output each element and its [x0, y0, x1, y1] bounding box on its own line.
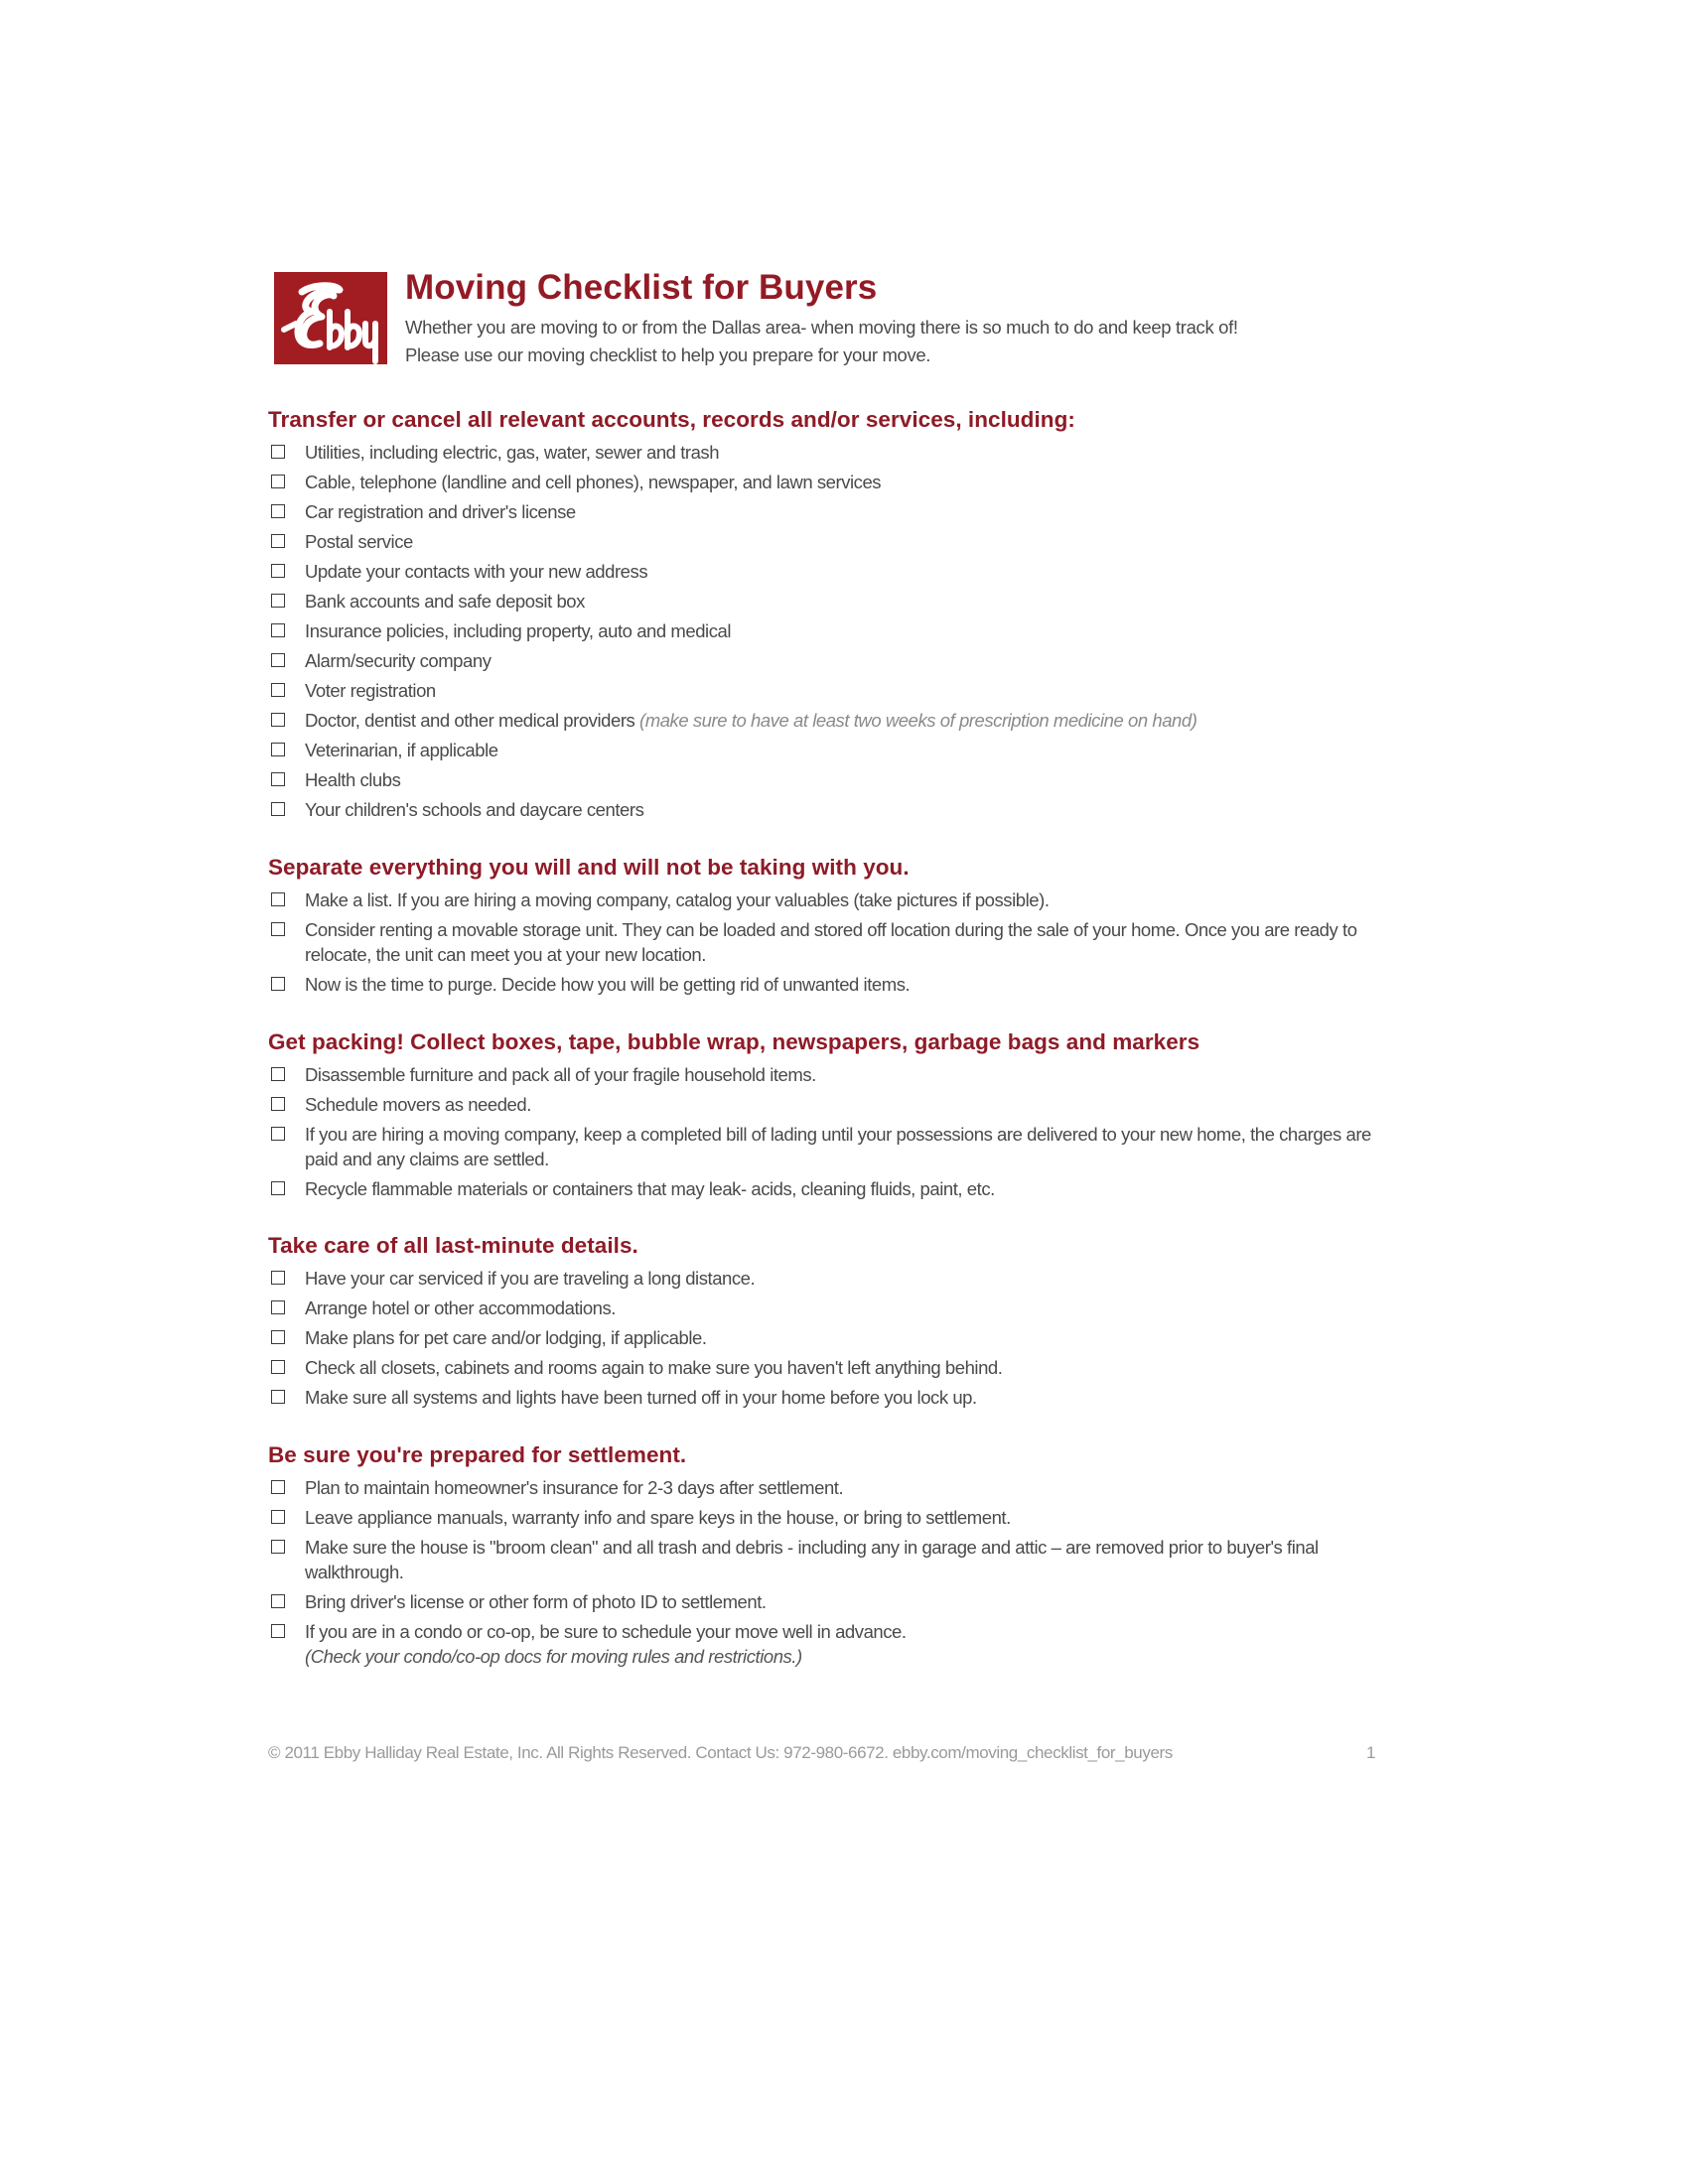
checkbox[interactable] — [271, 1624, 285, 1638]
checkbox[interactable] — [271, 1271, 285, 1285]
intro-line: Please use our moving checklist to help you prepare for your move. — [405, 344, 931, 365]
checkbox[interactable] — [271, 743, 285, 756]
checkbox[interactable] — [271, 892, 285, 906]
checkbox[interactable] — [271, 1480, 285, 1494]
page-footer — [268, 1741, 1390, 1765]
checkbox[interactable] — [271, 772, 285, 786]
checklist — [268, 437, 1390, 824]
item-text: Bank accounts and safe deposit box — [305, 590, 585, 612]
checklist-item — [268, 1382, 1390, 1412]
item-text: If you are hiring a moving company, keep a completed bill of lading until your possessions are delivered to your new home, the charges are paid and any claims are settled. — [305, 1123, 1371, 1169]
checkbox[interactable] — [271, 504, 285, 518]
ebby-logo — [274, 272, 387, 364]
item-text: Consider renting a movable storage unit. They can be loaded and stored off location during the sale of your home. Once you are ready to relocate, the unit can meet you at your new location. — [305, 918, 1357, 965]
checklist — [268, 1263, 1390, 1412]
checkbox[interactable] — [271, 802, 285, 816]
checklist-item — [268, 1322, 1390, 1352]
item-text: Your children's schools and daycare centers — [305, 798, 644, 820]
checklist-item — [268, 675, 1390, 705]
checklist-item — [268, 1293, 1390, 1322]
checklist-item — [268, 496, 1390, 526]
checklist-item — [268, 969, 1390, 999]
section-heading: Separate everything you will and will not be taking with you. — [268, 855, 910, 880]
item-text: Utilities, including electric, gas, water, sewer and trash — [305, 441, 720, 463]
checklist-item — [268, 526, 1390, 556]
item-text: Check all closets, cabinets and rooms again to make sure you haven't left anything behind. — [305, 1356, 1003, 1378]
checkbox[interactable] — [271, 564, 285, 578]
item-text: Make sure the house is "broom clean" and all trash and debris - including any in garage and attic – are removed prior to buyer's final walkthrough. — [305, 1536, 1319, 1582]
item-text: Bring driver's license or other form of photo ID to settlement. — [305, 1590, 767, 1612]
section-last-minute-details — [268, 1231, 1390, 1412]
checkbox[interactable] — [271, 445, 285, 459]
item-text: Car registration and driver's license — [305, 500, 576, 522]
item-note: (Check your condo/co-op docs for moving rules and restrictions.) — [305, 1645, 802, 1667]
section-get-packing — [268, 1027, 1390, 1203]
item-text: Make plans for pet care and/or lodging, if applicable. — [305, 1326, 707, 1348]
checklist-item — [268, 556, 1390, 586]
checkbox[interactable] — [271, 1097, 285, 1111]
page-number: 1 — [1366, 1743, 1376, 1762]
checkbox[interactable] — [271, 475, 285, 488]
item-text: Arrange hotel or other accommodations. — [305, 1297, 616, 1318]
item-text: Insurance policies, including property, auto and medical — [305, 619, 731, 641]
checkbox[interactable] — [271, 1540, 285, 1554]
checkbox[interactable] — [271, 1127, 285, 1141]
checklist-item — [268, 645, 1390, 675]
checklist-item — [268, 467, 1390, 496]
checkbox[interactable] — [271, 977, 285, 991]
checklist — [268, 1059, 1390, 1203]
section-separate-items — [268, 853, 1390, 999]
section-heading: Take care of all last-minute details. — [268, 1233, 638, 1258]
checkbox[interactable] — [271, 594, 285, 608]
checklist-item — [268, 1119, 1390, 1173]
checkbox[interactable] — [271, 534, 285, 548]
checkbox[interactable] — [271, 1067, 285, 1081]
checklist-item — [268, 1616, 1390, 1671]
checkbox[interactable] — [271, 1360, 285, 1374]
checkbox[interactable] — [271, 922, 285, 936]
item-text: Cable, telephone (landline and cell phones), newspaper, and lawn services — [305, 471, 882, 492]
page-title: Moving Checklist for Buyers — [405, 268, 878, 307]
checklist-item — [268, 705, 1390, 735]
section-transfer-accounts — [268, 405, 1390, 824]
ebby-logo-icon — [274, 272, 387, 364]
item-text: Leave appliance manuals, warranty info and spare keys in the house, or bring to settlement. — [305, 1506, 1011, 1528]
item-text: Make a list. If you are hiring a moving company, catalog your valuables (take pictures if possible). — [305, 888, 1050, 910]
item-text: Veterinarian, if applicable — [305, 739, 498, 760]
checklist-item — [268, 1059, 1390, 1089]
item-text: Update your contacts with your new address — [305, 560, 648, 582]
section-settlement — [268, 1440, 1390, 1671]
checklist-item — [268, 1586, 1390, 1616]
section-heading: Transfer or cancel all relevant accounts, records and/or services, including: — [268, 407, 1075, 432]
checkbox[interactable] — [271, 1300, 285, 1314]
checklist-item — [268, 1352, 1390, 1382]
intro-line: Whether you are moving to or from the Dallas area- when moving there is so much to do and keep track of! — [405, 317, 1238, 338]
checkbox[interactable] — [271, 1594, 285, 1608]
checklist-item — [268, 794, 1390, 824]
item-text: If you are in a condo or co-op, be sure to schedule your move well in advance. — [305, 1620, 907, 1642]
item-text: Postal service — [305, 530, 413, 552]
item-text: Health clubs — [305, 768, 401, 790]
checkbox[interactable] — [271, 683, 285, 697]
checkbox[interactable] — [271, 1510, 285, 1524]
item-text: Now is the time to purge. Decide how you will be getting rid of unwanted items. — [305, 973, 911, 995]
checkbox[interactable] — [271, 653, 285, 667]
checkbox[interactable] — [271, 1181, 285, 1195]
checklist-item — [268, 437, 1390, 467]
item-text: Recycle flammable materials or containers that may leak- acids, cleaning fluids, paint, etc. — [305, 1177, 995, 1199]
checklist-item — [268, 914, 1390, 969]
document-header — [268, 266, 1390, 375]
section-heading: Be sure you're prepared for settlement. — [268, 1442, 687, 1467]
item-text: Doctor, dentist and other medical providers — [305, 709, 635, 731]
intro-text — [405, 314, 1398, 369]
footer-copyright: © 2011 Ebby Halliday Real Estate, Inc. All Rights Reserved. Contact Us: 972-980-6672. ebby.com/moving_checklist_for_buyers — [268, 1743, 1173, 1762]
section-heading: Get packing! Collect boxes, tape, bubble wrap, newspapers, garbage bags and markers — [268, 1029, 1200, 1054]
item-text: Schedule movers as needed. — [305, 1093, 531, 1115]
checklist-item — [268, 1089, 1390, 1119]
checklist-item — [268, 615, 1390, 645]
checkbox[interactable] — [271, 713, 285, 727]
checkbox[interactable] — [271, 1330, 285, 1344]
checklist-item — [268, 764, 1390, 794]
checklist — [268, 885, 1390, 999]
item-text: Disassemble furniture and pack all of your fragile household items. — [305, 1063, 816, 1085]
checklist-item — [268, 1502, 1390, 1532]
checkbox[interactable] — [271, 1390, 285, 1404]
item-text: Have your car serviced if you are traveling a long distance. — [305, 1267, 756, 1289]
item-note: (make sure to have at least two weeks of prescription medicine on hand) — [639, 709, 1197, 731]
checkbox[interactable] — [271, 623, 285, 637]
item-text: Voter registration — [305, 679, 436, 701]
item-text: Plan to maintain homeowner's insurance for 2-3 days after settlement. — [305, 1476, 844, 1498]
checklist-item — [268, 735, 1390, 764]
checklist-item — [268, 586, 1390, 615]
checklist-item — [268, 885, 1390, 914]
checklist-item — [268, 1173, 1390, 1203]
checklist-item — [268, 1532, 1390, 1586]
item-text: Make sure all systems and lights have been turned off in your home before you lock up. — [305, 1386, 977, 1408]
item-text: Alarm/security company — [305, 649, 492, 671]
checklist-item — [268, 1263, 1390, 1293]
checklist — [268, 1472, 1390, 1671]
checklist-item — [268, 1472, 1390, 1502]
